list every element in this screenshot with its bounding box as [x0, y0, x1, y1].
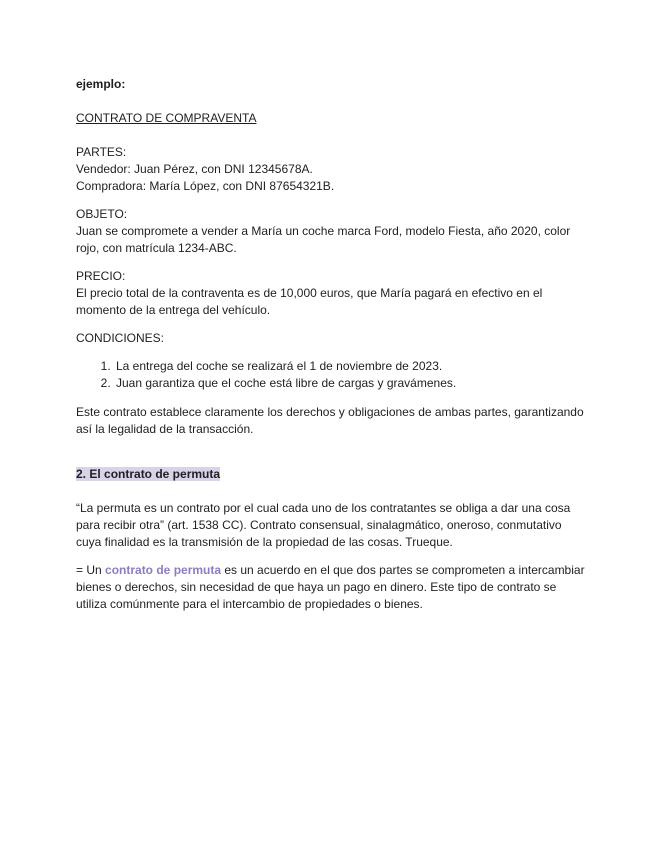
definition-suffix: es un acuerdo en el que dos partes se comprometen a intercambiar bienes o derechos, sin necesidad de que haya un pago en dinero. Este tipo de contrato se utiliza comúnmente para el intercambio de propiedades o bienes.	[76, 563, 585, 611]
object-text: Juan se compromete a vender a María un coche marca Ford, modelo Fiesta, año 2020, color rojo, con matrícula 1234-ABC.	[76, 224, 571, 255]
price-section	[76, 268, 586, 319]
seller-line: Vendedor: Juan Pérez, con DNI 12345678A.	[76, 162, 313, 176]
parties-heading: PARTES:	[76, 145, 127, 159]
price-heading: PRECIO:	[76, 269, 126, 283]
object-heading: OBJETO:	[76, 207, 128, 221]
parties-section	[76, 144, 586, 195]
section-heading	[76, 466, 586, 483]
closing-paragraph: Este contrato establece claramente los derechos y obligaciones de ambas partes, garantizando así la legalidad de la transacción.	[76, 405, 584, 436]
permuta-quote: “La permuta es un contrato por el cual cada uno de los contratantes se obliga a dar una cosa para recibir otra” (art. 1538 CC). Contrato consensual, sinalagmático, oneroso, conmutativo cuya finalidad es la transmisión de la propiedad de las cosas. Trueque.	[76, 501, 571, 549]
conditions-heading: CONDICIONES:	[76, 331, 165, 345]
definition-term: contrato de permuta	[105, 563, 222, 577]
definition-prefix: = Un	[76, 563, 106, 577]
price-text: El precio total de la contraventa es de 10,000 euros, que María pagará en efectivo en el momento de la entrega del vehículo.	[76, 286, 543, 317]
section-heading-text: 2. El contrato de permuta	[76, 467, 221, 481]
object-section	[76, 206, 586, 257]
buyer-line: Compradora: María López, con DNI 87654321B.	[76, 179, 335, 193]
example-label: ejemplo:	[76, 77, 126, 91]
permuta-definition	[76, 562, 586, 613]
list-item: 2. Juan garantiza que el coche está libre de cargas y gravámenes.	[114, 375, 586, 392]
contract-title: CONTRATO DE COMPRAVENTA	[76, 111, 257, 125]
conditions-list	[76, 358, 586, 392]
list-item: 1. La entrega del coche se realizará el 1 de noviembre de 2023.	[114, 358, 586, 375]
document-page	[76, 76, 586, 613]
